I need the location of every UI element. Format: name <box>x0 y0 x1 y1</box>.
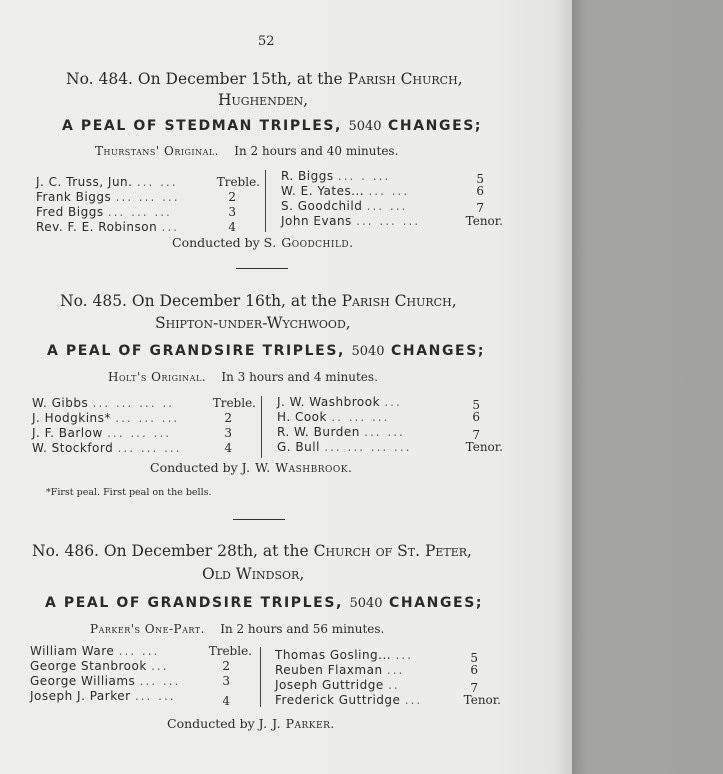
ringer-row: Frank Biggs ... ... ... 2 <box>36 190 236 204</box>
ringer-row: R. Biggs ... . ... 5 <box>281 169 484 186</box>
ringer-row: J. W. Washbrook ... 5 <box>277 395 480 412</box>
ringer-row: J. F. Barlow ... ... ... 3 <box>32 426 232 440</box>
ringer-row: W. Gibbs ... ... ... .. Treble. <box>32 396 256 410</box>
peal-486-right-ringers <box>275 648 501 708</box>
peal-484-divider <box>265 170 266 232</box>
peal-484-heading: No. 484. On December 15th, at the Parish Church, <box>66 70 463 88</box>
peal-484-title: A PEAL OF STEDMAN TRIPLES, 5040 CHANGES; <box>62 118 483 134</box>
peal-485-left-ringers <box>32 396 256 456</box>
peal-484-conductor: Conducted by S. Goodchild. <box>172 235 354 250</box>
ringer-row: Frederick Guttridge ... Tenor. <box>275 693 501 707</box>
peal-486-left-ringers <box>30 644 252 708</box>
ringer-row: Fred Biggs ... ... ... 3 <box>36 205 236 219</box>
ringer-row: Reuben Flaxman ... 6 <box>275 663 478 677</box>
ringer-row: Joseph J. Parker ... ... 4 <box>30 689 230 708</box>
peal-485-right-ringers <box>277 395 503 455</box>
peal-485-method: Holt's Original. In 3 hours and 4 minutes. <box>108 370 378 384</box>
peal-484-method: Thurstans' Original. In 2 hours and 40 minutes. <box>95 144 399 158</box>
ringer-row: George Stanbrook ... 2 <box>30 659 230 673</box>
peal-486-place: Old Windsor, <box>202 565 305 583</box>
peal-485-title: A PEAL OF GRANDSIRE TRIPLES, 5040 CHANGES; <box>47 343 486 359</box>
ringer-row: W. Stockford ... ... ... 4 <box>32 441 232 455</box>
ringer-row: Thomas Gosling... ... 5 <box>275 648 478 665</box>
peal-484-left-ringers <box>36 175 260 235</box>
peal-484-place: Hughenden, <box>218 91 309 109</box>
ringer-row: G. Bull ... ... ... ... Tenor. <box>277 440 503 454</box>
peal-485-footnote: *First peal. First peal on the bells. <box>46 487 212 498</box>
peal-486-title: A PEAL OF GRANDSIRE TRIPLES, 5040 CHANGES; <box>45 595 484 611</box>
background-surface <box>572 0 723 774</box>
ringer-row: Rev. F. E. Robinson ... 4 <box>36 220 236 234</box>
page-number: 52 <box>258 34 275 49</box>
peal-484-church: Parish Church, <box>347 70 463 88</box>
ringer-row: W. E. Yates... ... ... 6 <box>281 184 484 198</box>
section-separator <box>236 268 288 269</box>
ringer-row: H. Cook .. ... ... 6 <box>277 410 480 424</box>
section-separator <box>233 519 285 520</box>
peal-486-conductor: Conducted by J. J. Parker. <box>167 716 335 731</box>
peal-485-conductor: Conducted by J. W. Washbrook. <box>150 460 353 475</box>
peal-486-heading: No. 486. On December 28th, at the Church of St. Peter, <box>32 542 472 560</box>
ringer-row: John Evans ... ... ... Tenor. <box>281 214 503 228</box>
ringer-row: S. Goodchild ... ... 7 <box>281 199 484 215</box>
ringer-row: William Ware ... ... Treble. <box>30 644 252 658</box>
ringer-row: R. W. Burden ... ... 7 <box>277 425 480 442</box>
peal-485-church: Parish Church, <box>341 292 457 310</box>
ringer-row: Joseph Guttridge .. 7 <box>275 678 478 695</box>
ringer-row: J. C. Truss, Jun. ... ... Treble. <box>36 175 260 189</box>
peal-486-divider <box>260 647 261 707</box>
peal-484-right-ringers <box>281 169 503 229</box>
ringer-row: J. Hodgkins* ... ... ... 2 <box>32 411 232 425</box>
peal-486-church: Church of St. Peter, <box>313 542 472 560</box>
peal-485-heading: No. 485. On December 16th, at the Parish Church, <box>60 292 457 310</box>
peal-486-method: Parker's One-Part. In 2 hours and 56 minutes. <box>90 622 385 636</box>
peal-485-place: Shipton-under-Wychwood, <box>155 314 351 332</box>
peal-485-divider <box>261 396 262 458</box>
ringer-row: George Williams ... ... 3 <box>30 674 230 688</box>
